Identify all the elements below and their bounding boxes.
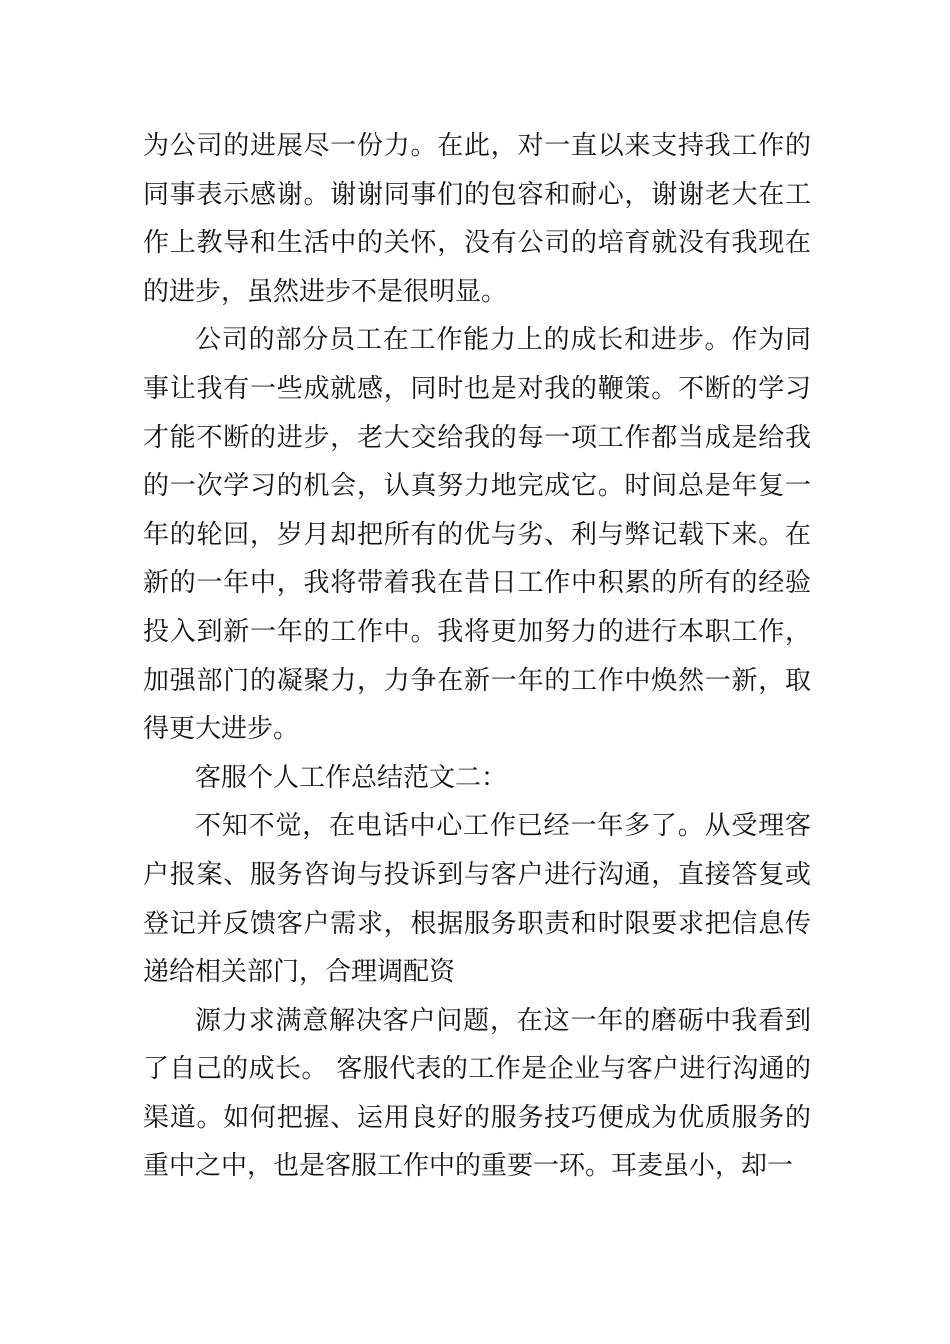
paragraph-continuation: 为公司的进展尽一份力。在此，对一直以来支持我工作的同事表示感谢。谢谢同事们的包容和耐心，谢谢老大在工作上教导和生活中的关怀，没有公司的培育就没有我现在的进步，虽然进步不是很明显。	[143, 131, 811, 307]
section-heading: 客服个人工作总结范文二：	[195, 762, 508, 793]
paragraph: 公司的部分员工在工作能力上的成长和进步。作为同事让我有一些成就感，同时也是对我的鞭策。不断的学习才能不断的进步，老大交给我的每一项工作都当成是给我的一次学习的机会，认真努力地完成它。时间总是年复一年的轮回，岁月却把所有的优与劣、利与弊记载下来。在新的一年中，我将带着我在昔日工作中积累的所有的经验投入到新一年的工作中。我将更加努力的进行本职工作，加强部门的凝聚力，力争在新一年的工作中焕然一新，取得更大进步。	[143, 325, 811, 745]
paragraph: 源力求满意解决客户问题，在这一年的磨砺中我看到了自己的成长。 客服代表的工作是企业与客户进行沟通的渠道。如何把握、运用良好的服务技巧便成为优质服务的重中之中，也是客服工作中的重要一环。耳麦虽小，却一	[143, 1005, 811, 1182]
paragraph: 不知不觉，在电话中心工作已经一年多了。从受理客户报案、服务咨询与投诉到与客户进行沟通，直接答复或登记并反馈客户需求，根据服务职责和时限要求把信息传递给相关部门，合理调配资	[143, 811, 811, 988]
document-body	[143, 122, 811, 1191]
